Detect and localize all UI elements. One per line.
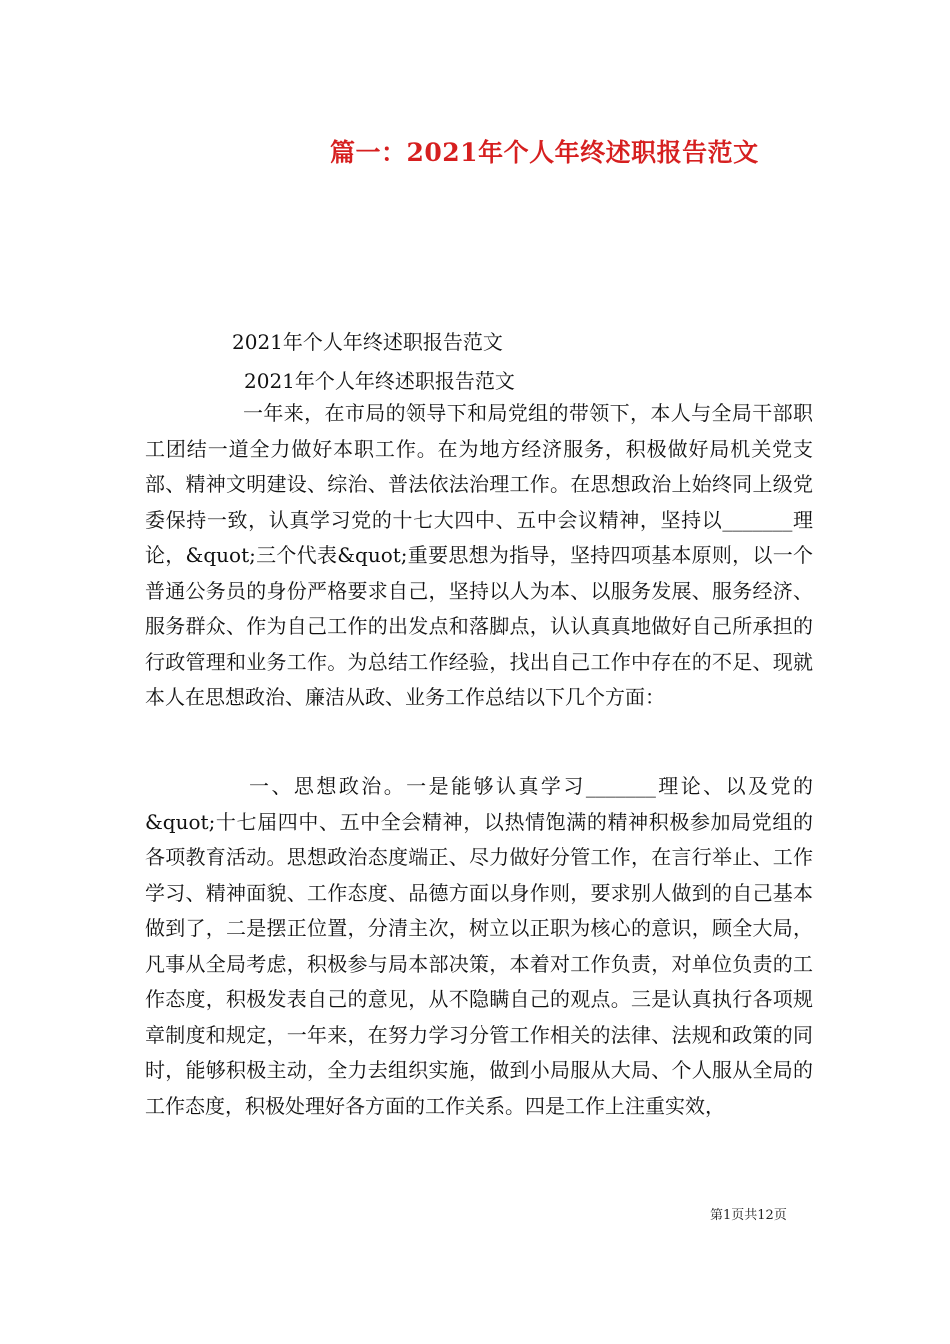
document-subtitle-repeat: 2021年个人年终述职报告范文 (244, 369, 515, 393)
document-subtitle: 2021年个人年终述职报告范文 (232, 330, 503, 354)
page-number-indicator: 第1页共12页 (710, 1208, 787, 1223)
body-paragraph-ideology: 一、思想政治。一是能够认真学习_______理论、以及党的&quot;十七届四中、五中全会精神，以热情饱满的精神积极参加局党组的各项教育活动。思想政治态度端正、尽力做好分管工作，在言行举止、工作学习、精神面貌、工作态度、品德方面以身作则，要求别人做到的自己基本做到了，二是摆正位置，分清主次，树立以正职为核心的意识，顾全大局，凡事从全局考虑，积极参与局本部决策，本着对工作负责，对单位负责的工作态度，积极发表自己的意见，从不隐瞒自己的观点。三是认真执行各项规章制度和规定，一年来，在努力学习分管工作相关的法律、法规和政策的同时，能够积极主动，全力去组织实施，做到小局服从大局、个人服从全局的工作态度，积极处理好各方面的工作关系。四是工作上注重实效， (145, 774, 813, 1118)
body-paragraph-intro: 一年来，在市局的领导下和局党组的带领下，本人与全局干部职工团结一道全力做好本职工作。在为地方经济服务，积极做好局机关党支部、精神文明建设、综治、普法依法治理工作。在思想政治上始终同上级党委保持一致，认真学习党的十七大四中、五中会议精神，坚持以_______理论，&quot;三个代表&quot;重要思想为指导，坚持四项基本原则，以一个普通公务员的身份严格要求自己，坚持以人为本、以服务发展、服务经济、服务群众、作为自己工作的出发点和落脚点，认认真真地做好自己所承担的行政管理和业务工作。为总结工作经验，找出自己工作中存在的不足、现就本人在思想政治、廉洁从政、业务工作总结以下几个方面： (145, 401, 813, 709)
document-title: 篇一：2021年个人年终述职报告范文 (330, 138, 759, 167)
